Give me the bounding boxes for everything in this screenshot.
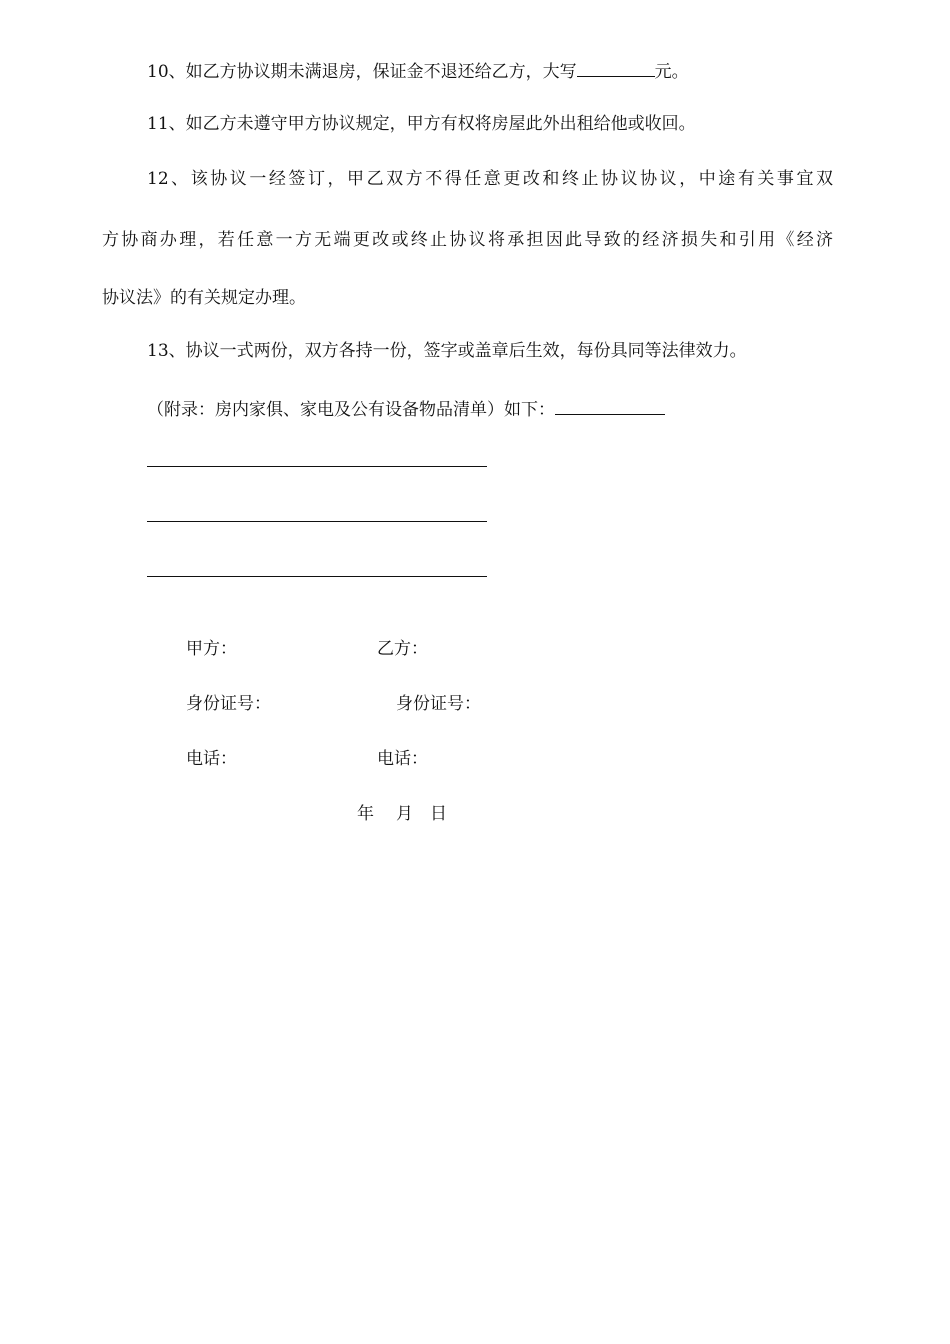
amount-blank [577, 58, 655, 77]
party-a-label: 甲方： [186, 639, 237, 659]
clause-10-text: 10、如乙方协议期未满退房，保证金不退还给乙方，大写 [147, 62, 577, 82]
date-month: 月 [396, 804, 413, 824]
clause-11: 11、如乙方未遵守甲方协议规定，甲方有权将房屋此外出租给他或收回。 [147, 114, 696, 134]
clause-12-line-1: 12、该协议一经签订，甲乙双方不得任意更改和终止协议协议，中途有关事宜双 [147, 169, 833, 189]
phone-b-label: 电话： [377, 749, 428, 769]
clause-12-line-3: 协议法》的有关规定办理。 [102, 288, 306, 308]
clause-12-line-2: 方协商办理，若任意一方无端更改或终止协议将承担因此导致的经济损失和引用《经济 [102, 230, 833, 250]
phone-a-label: 电话： [186, 749, 237, 769]
appendix-fill-line-1 [147, 466, 487, 467]
party-b-label: 乙方： [377, 639, 428, 659]
id-a-label: 身份证号： [186, 694, 271, 714]
clause-13: 13、协议一式两份，双方各持一份，签字或盖章后生效，每份具同等法律效力。 [147, 341, 747, 361]
date-year: 年 [357, 804, 374, 824]
clause-10-unit: 元。 [654, 62, 689, 82]
appendix-fill-line-3 [147, 576, 487, 577]
appendix-fill-line-2 [147, 521, 487, 522]
clause-10 [147, 58, 689, 83]
appendix-blank [555, 396, 665, 415]
appendix-text: （附录：房内家俱、家电及公有设备物品清单）如下： [147, 400, 555, 420]
appendix-line [147, 396, 665, 421]
date-day: 日 [430, 804, 447, 824]
id-b-label: 身份证号： [396, 694, 481, 714]
